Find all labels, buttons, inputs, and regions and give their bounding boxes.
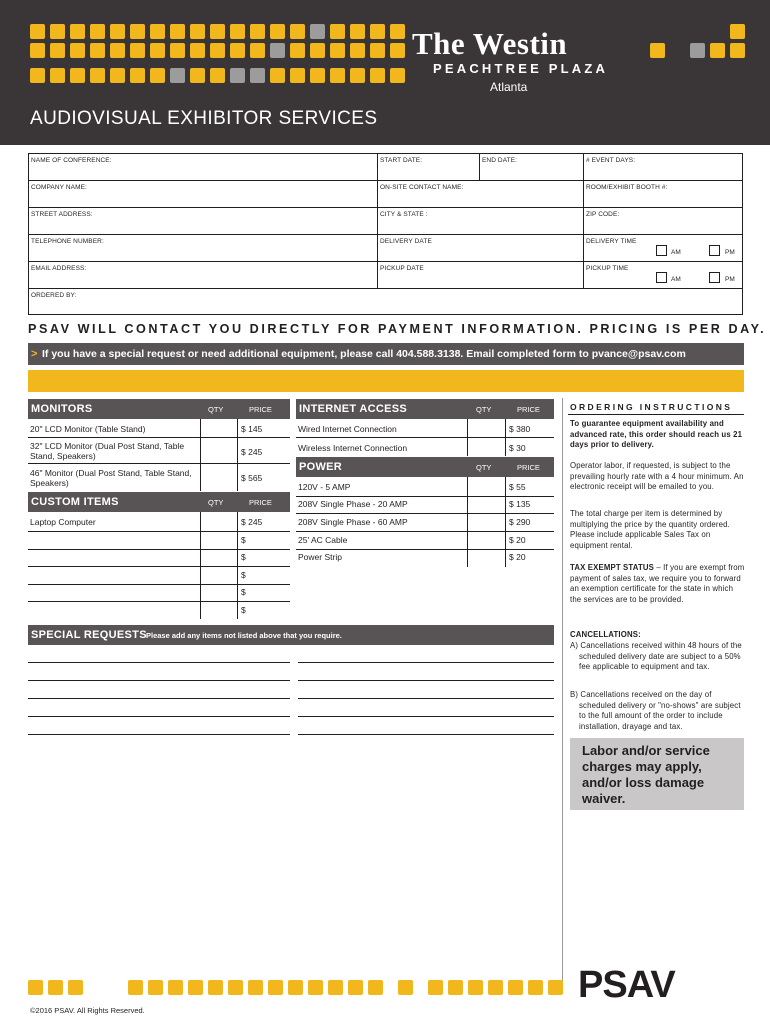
decorative-square [730, 24, 745, 39]
internet-title: INTERNET ACCESS [299, 403, 407, 415]
monitors-price-header: PRICE [249, 405, 272, 414]
decorative-square [348, 980, 363, 995]
header-banner [0, 0, 770, 145]
decorative-square [188, 980, 203, 995]
decorative-square [210, 68, 225, 83]
ordering-instructions-title: ORDERING INSTRUCTIONS [570, 402, 733, 412]
ordered-by-field[interactable]: ORDERED BY: [31, 292, 77, 299]
form-divider [479, 154, 480, 181]
decorative-square [30, 24, 45, 39]
decorative-square [250, 24, 265, 39]
instructions-divider [562, 398, 563, 988]
delivery-am-label: AM [671, 249, 681, 256]
psav-logo: PSAV [578, 964, 675, 1006]
internet-item-price: $ 380 [509, 424, 531, 434]
decorative-square [248, 980, 263, 995]
internet-item-price: $ 30 [509, 443, 526, 453]
power-price-column [505, 477, 506, 567]
internet-price-header: PRICE [517, 405, 540, 414]
decorative-square [730, 43, 745, 58]
decorative-square [110, 24, 125, 39]
decorative-square [148, 980, 163, 995]
decorative-square [290, 24, 305, 39]
decorative-square [350, 24, 365, 39]
instructions-guarantee: To guarantee equipment availability and advanced rate, this order should reach us 21 days prior to delivery. [570, 419, 743, 449]
decorative-square [150, 68, 165, 83]
custom-price-header: PRICE [249, 498, 272, 507]
decorative-square [230, 43, 245, 58]
decorative-square [310, 24, 325, 39]
brand-logo-subtitle: PEACHTREE PLAZA [433, 61, 609, 76]
decorative-square [308, 980, 323, 995]
internet-item-name: Wired Internet Connection [298, 424, 397, 434]
custom-item-price: $ [241, 535, 246, 545]
table-row-divider [28, 437, 290, 438]
custom-price-column [237, 512, 238, 619]
special-request-line[interactable] [298, 716, 554, 717]
decorative-square [370, 43, 385, 58]
instructions-total: The total charge per item is determined by multiplying the price by the quantity ordered. Please include applicable Sales Tax on equipment rental. [570, 509, 730, 550]
delivery-pm-checkbox[interactable] [709, 245, 720, 256]
monitor-item-price: $ 245 [241, 447, 263, 457]
conference-name-field[interactable]: NAME OF CONFERENCE: [31, 157, 112, 164]
power-item-name: 208V Single Phase - 20 AMP [298, 499, 408, 509]
form-divider [377, 154, 378, 289]
decorative-square [288, 980, 303, 995]
decorative-square [390, 68, 405, 83]
custom-item-name: Laptop Computer [30, 517, 96, 527]
internet-item-name: Wireless Internet Connection [298, 443, 408, 453]
special-request-line[interactable] [298, 698, 554, 699]
onsite-contact-field[interactable]: ON-SITE CONTACT NAME: [380, 184, 464, 191]
monitor-item-name: 46" Monitor (Dual Post Stand, Table Stand, Speakers) [30, 468, 192, 488]
decorative-square [130, 24, 145, 39]
page-title: AUDIOVISUAL EXHIBITOR SERVICES [30, 108, 378, 129]
end-date-field[interactable]: END DATE: [482, 157, 518, 164]
power-item-price: $ 290 [509, 517, 531, 527]
custom-items-title: CUSTOM ITEMS [31, 496, 119, 508]
decorative-square [548, 980, 563, 995]
decorative-square [30, 68, 45, 83]
special-request-line[interactable] [28, 734, 290, 735]
table-row-divider [28, 531, 290, 532]
table-row-divider [28, 584, 290, 585]
decorative-square [150, 43, 165, 58]
decorative-square [290, 68, 305, 83]
decorative-square [398, 980, 413, 995]
brand-logo-city: Atlanta [490, 80, 528, 94]
decorative-square [68, 980, 83, 995]
instructions-title-rule [568, 414, 744, 415]
exhibitor-info-form [28, 153, 743, 315]
decorative-square [330, 24, 345, 39]
decorative-square [488, 980, 503, 995]
power-item-name: Power Strip [298, 552, 342, 562]
decorative-square [128, 980, 143, 995]
decorative-square [310, 68, 325, 83]
power-item-name: 25' AC Cable [298, 535, 348, 545]
monitor-item-name: 20" LCD Monitor (Table Stand) [30, 424, 146, 434]
pickup-pm-label: PM [725, 276, 735, 283]
decorative-square [210, 24, 225, 39]
decorative-square [228, 980, 243, 995]
decorative-square [130, 43, 145, 58]
instructions-tax-exempt [570, 563, 745, 605]
special-request-line[interactable] [298, 680, 554, 681]
power-item-price: $ 20 [509, 552, 526, 562]
special-request-line[interactable] [28, 662, 290, 663]
decorative-square [90, 68, 105, 83]
copyright: ©2016 PSAV. All Rights Reserved. [30, 1006, 145, 1015]
street-address-field[interactable]: STREET ADDRESS: [31, 211, 93, 218]
room-booth-field[interactable]: ROOM/EXHIBIT BOOTH #: [586, 184, 668, 191]
decorative-square [50, 43, 65, 58]
tax-exempt-text: – If you are exempt from payment of sales tax, we require you to forward an exemption certificate for the state in which the services are to be provided. [570, 563, 745, 604]
table-row-divider [28, 566, 290, 567]
table-row-divider [296, 549, 554, 550]
decorative-square [390, 24, 405, 39]
decorative-square [330, 43, 345, 58]
decorative-square [390, 43, 405, 58]
decorative-square [290, 43, 305, 58]
monitor-item-price: $ 565 [241, 473, 263, 483]
labor-charges-text: Labor and/or service charges may apply, and/or loss damage waiver. [582, 743, 710, 806]
monitors-header [28, 399, 290, 419]
custom-qty-header: QTY [208, 498, 224, 507]
start-date-field[interactable]: START DATE: [380, 157, 423, 164]
power-item-price: $ 55 [509, 482, 526, 492]
email-address-field[interactable]: EMAIL ADDRESS: [31, 265, 87, 272]
special-request-line[interactable] [28, 680, 290, 681]
decorative-square [370, 68, 385, 83]
internet-header [296, 399, 554, 419]
decorative-square [330, 68, 345, 83]
custom-item-price: $ [241, 587, 246, 597]
decorative-square [70, 43, 85, 58]
zip-code-field[interactable]: ZIP CODE: [586, 211, 620, 218]
decorative-square [250, 43, 265, 58]
special-request-line[interactable] [28, 716, 290, 717]
decorative-square [150, 24, 165, 39]
decorative-square [350, 68, 365, 83]
cancellation-policy-b: B) Cancellations received on the day of scheduled delivery or "no-shows" are subject to the full amount of the order to include installation, drayage and tax. [570, 690, 741, 731]
decorative-square [468, 980, 483, 995]
decorative-square [168, 980, 183, 995]
brand-logo-name: The Westin [412, 26, 568, 61]
decorative-square [70, 24, 85, 39]
decorative-square [70, 68, 85, 83]
form-divider [583, 154, 584, 289]
decorative-square [170, 68, 185, 83]
decorative-square [230, 68, 245, 83]
internet-qty-column[interactable] [467, 419, 468, 456]
power-title: POWER [299, 461, 343, 473]
decorative-square [30, 43, 45, 58]
power-price-header: PRICE [517, 463, 540, 472]
power-item-price: $ 20 [509, 535, 526, 545]
labor-charges-box [570, 738, 744, 810]
decorative-square [270, 43, 285, 58]
table-row-divider [296, 513, 554, 514]
special-request-line[interactable] [298, 662, 554, 663]
monitor-item-name: 32" LCD Monitor (Dual Post Stand, Table Stand, Speakers) [30, 441, 185, 461]
company-name-field[interactable]: COMPANY NAME: [31, 184, 87, 191]
decorative-square [48, 980, 63, 995]
event-days-field[interactable]: # EVENT DAYS: [586, 157, 636, 164]
accent-bar [28, 370, 744, 392]
decorative-square [190, 24, 205, 39]
custom-item-price: $ [241, 570, 246, 580]
decorative-square [230, 24, 245, 39]
delivery-am-checkbox[interactable] [656, 245, 667, 256]
table-row-divider [28, 601, 290, 602]
special-requests-title: SPECIAL REQUESTS [31, 629, 147, 641]
chevron-right-icon: > [31, 348, 38, 360]
decorative-square [350, 43, 365, 58]
internet-price-column [505, 419, 506, 456]
special-request-line[interactable] [28, 698, 290, 699]
decorative-square [268, 980, 283, 995]
decorative-square [28, 980, 43, 995]
decorative-square [190, 43, 205, 58]
custom-item-price: $ 245 [241, 517, 263, 527]
decorative-square [270, 68, 285, 83]
decorative-square [328, 980, 343, 995]
internet-qty-header: QTY [476, 405, 492, 414]
power-qty-column[interactable] [467, 477, 468, 567]
table-row-divider [296, 496, 554, 497]
decorative-square [250, 68, 265, 83]
table-row-divider [296, 437, 554, 438]
special-request-bar [28, 343, 744, 365]
pickup-time-field[interactable]: PICKUP TIME [586, 265, 629, 272]
power-header [296, 457, 554, 477]
special-requests-header [28, 625, 554, 645]
decorative-square [368, 980, 383, 995]
decorative-square [710, 43, 725, 58]
decorative-square [310, 43, 325, 58]
decorative-square [428, 980, 443, 995]
decorative-square [210, 43, 225, 58]
power-item-name: 120V - 5 AMP [298, 482, 351, 492]
power-item-price: $ 135 [509, 499, 531, 509]
delivery-time-field[interactable]: DELIVERY TIME [586, 238, 637, 245]
decorative-square [508, 980, 523, 995]
table-row-divider [28, 463, 290, 464]
special-requests-note: Please add any items not listed above that you require. [146, 631, 342, 640]
pickup-date-field[interactable]: PICKUP DATE [380, 265, 424, 272]
custom-qty-column[interactable] [200, 512, 201, 619]
decorative-square [208, 980, 223, 995]
monitors-qty-header: QTY [208, 405, 224, 414]
tax-exempt-label: TAX EXEMPT STATUS [570, 563, 654, 572]
decorative-square [190, 68, 205, 83]
decorative-square [650, 43, 665, 58]
decorative-square [130, 68, 145, 83]
monitor-item-price: $ 145 [241, 424, 263, 434]
special-request-line[interactable] [298, 734, 554, 735]
decorative-square [90, 24, 105, 39]
power-qty-header: QTY [476, 463, 492, 472]
pickup-am-label: AM [671, 276, 681, 283]
decorative-square [270, 24, 285, 39]
custom-item-price: $ [241, 552, 246, 562]
decorative-square [170, 43, 185, 58]
decorative-square [170, 24, 185, 39]
decorative-square [528, 980, 543, 995]
payment-notice: PSAV WILL CONTACT YOU DIRECTLY FOR PAYMENT INFORMATION. PRICING IS PER DAY. [28, 322, 767, 336]
power-item-name: 208V Single Phase - 60 AMP [298, 517, 408, 527]
monitors-title: MONITORS [31, 403, 93, 415]
decorative-square [110, 68, 125, 83]
monitors-qty-column[interactable] [200, 419, 201, 491]
decorative-square [448, 980, 463, 995]
city-state-field[interactable]: CITY & STATE : [380, 211, 428, 218]
special-request-text: If you have a special request or need additional equipment, please call 404.588.3138. Email completed form to pvance@psav.com [42, 348, 686, 360]
custom-items-header [28, 492, 290, 512]
custom-item-price: $ [241, 605, 246, 615]
delivery-pm-label: PM [725, 249, 735, 256]
instructions-labor: Operator labor, if requested, is subject to the prevailing hourly rate with a 4 hour minimum. An electronic receipt will be emailed to you. [570, 461, 744, 491]
cancellation-policy-a: A) Cancellations received within 48 hours of the scheduled delivery date are subject to a 50% fee applicable to equipment and tax. [570, 641, 742, 671]
decorative-square [50, 24, 65, 39]
decorative-square [110, 43, 125, 58]
decorative-square [90, 43, 105, 58]
decorative-square [690, 43, 705, 58]
delivery-date-field[interactable]: DELIVERY DATE [380, 238, 432, 245]
decorative-square [50, 68, 65, 83]
decorative-square [370, 24, 385, 39]
pickup-pm-checkbox[interactable] [709, 272, 720, 283]
pickup-am-checkbox[interactable] [656, 272, 667, 283]
cancellations-title: CANCELLATIONS: [570, 630, 641, 639]
table-row-divider [28, 549, 290, 550]
telephone-field[interactable]: TELEPHONE NUMBER: [31, 238, 104, 245]
table-row-divider [296, 531, 554, 532]
monitors-price-column [237, 419, 238, 491]
